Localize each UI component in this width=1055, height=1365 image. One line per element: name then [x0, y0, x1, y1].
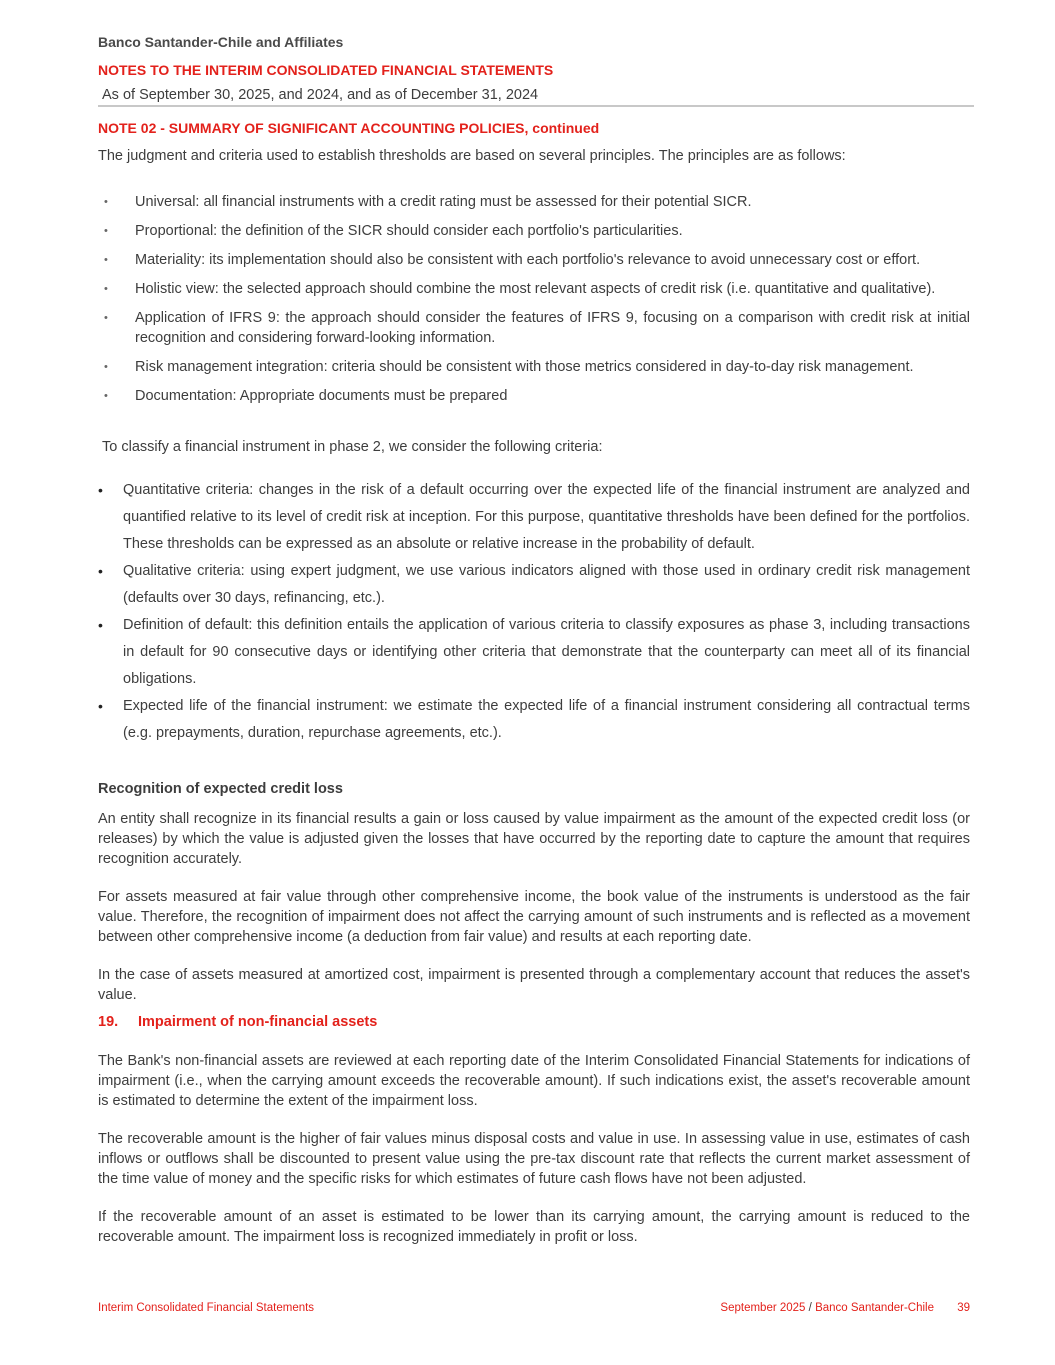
list-item: • Documentation: Appropriate documents must be prepared — [104, 388, 508, 404]
list-item: • Definition of default: this definition entails the application of various criteria to classify exposures as phase 3, including transactions in default for 90 consecutive days or identifying other criteria that demonstrate that the counterparty can meet all of its financial obligations. — [98, 612, 970, 693]
list-item: • Materiality: its implementation should also be consistent with each portfolio's relevance to avoid unnecessary cost or effort. — [104, 252, 921, 268]
bullet-icon: • — [104, 312, 108, 324]
impairment-paragraph-2: The recoverable amount is the higher of fair values minus disposal costs and value in use. In assessing value in use, estimates of cash inflows or outflows shall be discounted to present value using the pre-tax discount rate that reflects the current market assessment of the time value of money and the specific risks for which estimates of future cash flows have not been adjusted. — [98, 1131, 970, 1187]
page-number: 39 — [957, 1302, 970, 1314]
ecl-heading: Recognition of expected credit loss — [98, 781, 343, 797]
section-19-heading — [98, 1014, 377, 1030]
bullet-icon: • — [104, 283, 108, 295]
as-of-date: As of September 30, 2025, and 2024, and as of December 31, 2024 — [102, 87, 539, 103]
ecl-paragraph-1: An entity shall recognize in its financial results a gain or loss caused by value impairment as the amount of the expected credit loss (or releases) by which the value is adjusted given the losses that have occurred by the reporting date to capture the amount that requires recognition accurately. — [98, 811, 970, 867]
section-title: Impairment of non-financial assets — [138, 1014, 378, 1030]
bullet-icon: • — [104, 225, 108, 237]
principles-list — [98, 192, 970, 415]
phase2-criteria-list — [98, 477, 970, 747]
ecl-paragraph-3: In the case of assets measured at amortized cost, impairment is presented through a complementary account that reduces the asset's value. — [98, 967, 970, 1003]
footer-right — [720, 1302, 970, 1314]
company-name: Banco Santander-Chile and Affiliates — [98, 34, 344, 50]
header-divider — [98, 105, 974, 107]
list-item: • Risk management integration: criteria should be consistent with those metrics considered in day-to-day risk management. — [104, 359, 914, 375]
bullet-icon: • — [98, 482, 103, 498]
bullet-icon: • — [98, 698, 103, 714]
footer-separator: / — [808, 1302, 812, 1314]
ecl-paragraph-2: For assets measured at fair value through other comprehensive income, the book value of the instruments is understood as the fair value. Therefore, the recognition of impairment does not affect the carrying amount of such instruments and is reflected as a movement between other comprehensive income (a deduction from fair value) and results at each reporting date. — [98, 889, 970, 945]
list-item: • Universal: all financial instruments with a credit rating must be assessed for their potential SICR. — [104, 194, 752, 210]
footer-document-title: Interim Consolidated Financial Statements — [98, 1302, 315, 1314]
list-item: • Holistic view: the selected approach should combine the most relevant aspects of credit risk (i.e. quantitative and qualitative). — [104, 281, 936, 297]
impairment-paragraph-3: If the recoverable amount of an asset is estimated to be lower than its carrying amount, the carrying amount is reduced to the recoverable amount. The impairment loss is recognized immediately in profit or loss. — [98, 1209, 970, 1245]
phase2-intro: To classify a financial instrument in phase 2, we consider the following criteria: — [102, 439, 603, 455]
list-item: • Expected life of the financial instrument: we estimate the expected life of a financial instrument considering all contractual terms (e.g. prepayments, duration, repurchase agreements, etc.). — [98, 693, 970, 747]
list-item: • Quantitative criteria: changes in the risk of a default occurring over the expected life of the financial instrument are analyzed and quantified relative to its level of credit risk at inception. For this purpose, quantitative thresholds have been defined for the portfolios. These thresholds can be expressed as an absolute or relative increase in the probability of default. — [98, 477, 970, 558]
bullet-icon: • — [104, 254, 108, 266]
list-item: • Proportional: the definition of the SICR should consider each portfolio's particularities. — [104, 223, 683, 239]
bullet-icon: • — [104, 196, 108, 208]
bullet-icon: • — [104, 390, 108, 402]
bullet-icon: • — [98, 563, 103, 579]
notes-title: NOTES TO THE INTERIM CONSOLIDATED FINANCIAL STATEMENTS — [98, 62, 554, 78]
list-item: • Application of IFRS 9: the approach should consider the features of IFRS 9, focusing on a comparison with credit risk at initial recognition and considering forward-looking information. — [104, 310, 970, 346]
bullet-icon: • — [98, 617, 103, 633]
bullet-icon: • — [104, 361, 108, 373]
footer-date: September 2025 — [720, 1302, 806, 1314]
intro-paragraph: The judgment and criteria used to establish thresholds are based on several principles. The principles are as follows: — [98, 148, 846, 164]
note-title: NOTE 02 - SUMMARY OF SIGNIFICANT ACCOUNTING POLICIES, continued — [98, 120, 600, 136]
list-item: • Qualitative criteria: using expert judgment, we use various indicators aligned with those used in ordinary credit risk management (defaults over 30 days, refinancing, etc.). — [98, 558, 970, 612]
section-number: 19. — [98, 1014, 119, 1030]
footer-bank: Banco Santander-Chile — [815, 1302, 934, 1314]
impairment-paragraph-1: The Bank's non-financial assets are reviewed at each reporting date of the Interim Consolidated Financial Statements for indications of impairment (i.e., when the carrying amount exceeds the recoverable amount). If such indications exist, the asset's recoverable amount is estimated to determine the extent of the impairment loss. — [98, 1053, 970, 1109]
